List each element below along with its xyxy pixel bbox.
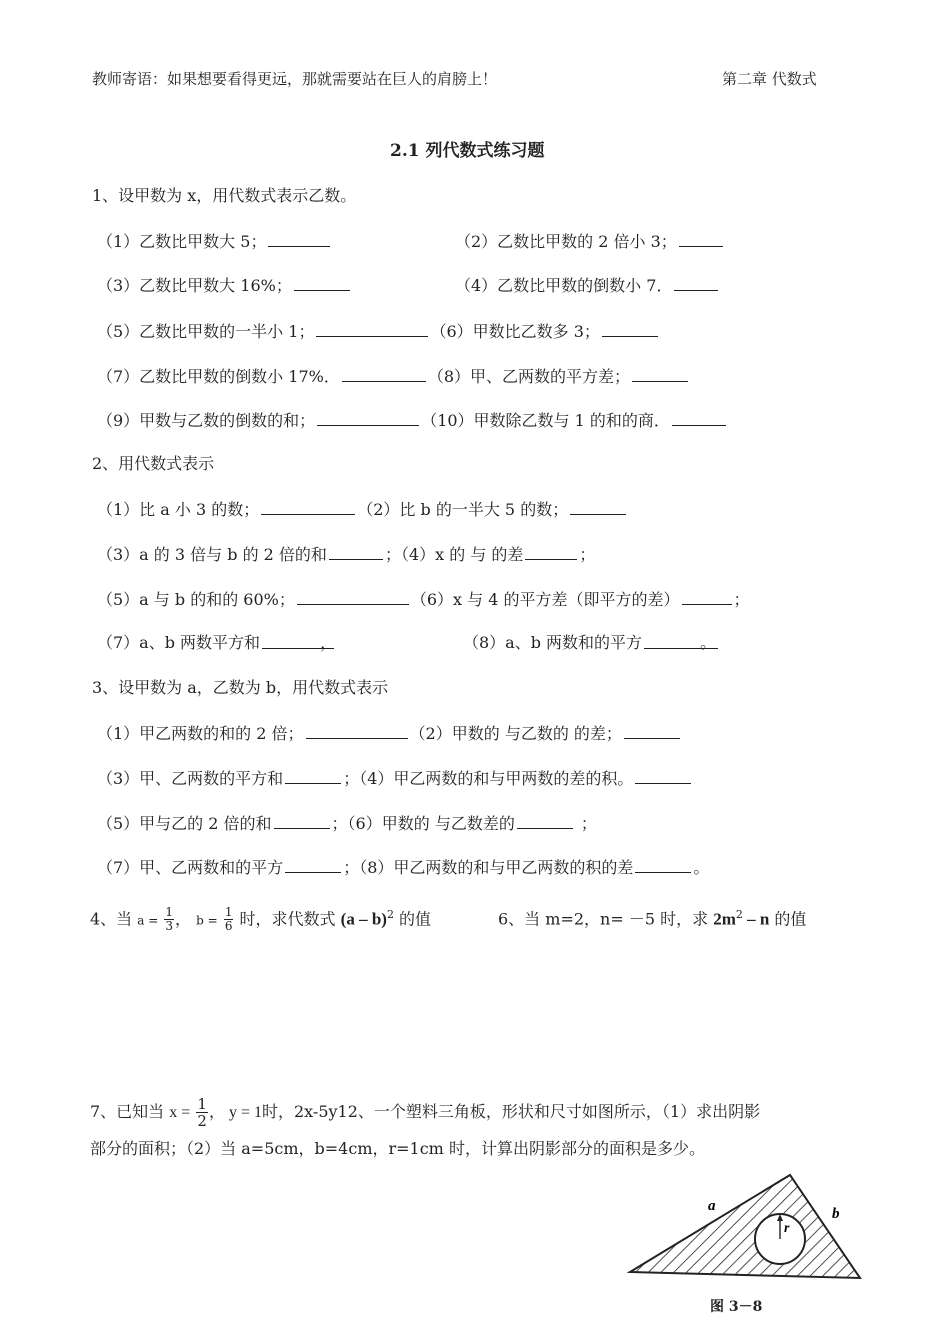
q1-item-9: （9）甲数与乙数的倒数的和； （10）甲数除乙数与 1 的和的商． bbox=[97, 409, 728, 432]
header-motto: 教师寄语：如果想要看得更远，那就需要站在巨人的肩膀上！ bbox=[92, 70, 498, 88]
answer-blank[interactable] bbox=[525, 543, 577, 560]
answer-blank[interactable] bbox=[672, 409, 726, 426]
q6: 6、当 m=2，n= －5 时，求 $2m^2$ – n 的值 bbox=[498, 908, 807, 929]
answer-blank[interactable] bbox=[570, 498, 626, 515]
answer-blank[interactable]: ， bbox=[262, 632, 334, 649]
answer-blank[interactable] bbox=[285, 856, 341, 873]
q1-item-5: （5）乙数比甲数的一半小 1； （6）甲数比乙数多 3； bbox=[97, 320, 660, 343]
q7-line-2: 部分的面积；（2）当 a=5cm，b=4cm，r=1cm 时，计算出阴影部分的面积是多少。 bbox=[90, 1139, 705, 1158]
q3-item-3: （3）甲、乙两数的平方和 ；（4）甲乙两数的和与甲两数的差的积。 bbox=[97, 767, 693, 790]
q1-item-1: （1）乙数比甲数大 5； bbox=[97, 230, 332, 253]
q1-item-2: （2）乙数比甲数的 2 倍小 3； bbox=[455, 230, 725, 253]
q4: 4、当 a = $\frac{1}{3}$ ， b = $\frac{1}{6}$ 时，求代数式 (a – b)$^2$ 的值 bbox=[90, 905, 432, 934]
q2-item-1: （1）比 a 小 3 的数； （2）比 b 的一半大 5 的数； bbox=[97, 498, 628, 521]
label-a: a bbox=[708, 1198, 716, 1214]
fraction: $\frac{1}{6}$ bbox=[224, 905, 233, 934]
q7-line-1: 7、已知当 x = $\frac{1}{2}$ ， y = 1时，2x-5y12、一个塑料三角板，形状和尺寸如图所示，（1）求出阴影 bbox=[90, 1095, 761, 1130]
answer-blank[interactable] bbox=[285, 767, 341, 784]
figure-caption: 图 3－8 bbox=[710, 1299, 763, 1315]
answer-blank[interactable] bbox=[306, 722, 408, 739]
q3-item-1: （1）甲乙两数的和的 2 倍； （2）甲数的 与乙数的 的差； bbox=[97, 722, 682, 745]
q1-item-3: （3）乙数比甲数大 16%； bbox=[97, 274, 352, 297]
answer-blank[interactable] bbox=[632, 365, 688, 382]
answer-blank[interactable] bbox=[342, 365, 426, 382]
fraction: $\frac{1}{3}$ bbox=[165, 905, 174, 934]
label-r: r bbox=[784, 1221, 790, 1236]
answer-blank[interactable] bbox=[297, 588, 409, 605]
page-title: 2.1 列代数式练习题 bbox=[390, 141, 545, 161]
q1-stem: 1、设甲数为 x，用代数式表示乙数。 bbox=[92, 186, 357, 205]
answer-blank[interactable]: 。 bbox=[644, 632, 718, 649]
answer-blank[interactable] bbox=[294, 274, 350, 291]
answer-blank[interactable] bbox=[317, 409, 419, 426]
answer-blank[interactable] bbox=[274, 812, 330, 829]
answer-blank[interactable] bbox=[602, 320, 658, 337]
q2-item-8: （8）a、b 两数和的平方 。 bbox=[463, 633, 717, 652]
q2-stem: 2、用代数式表示 bbox=[92, 454, 215, 473]
q1-item-4: （4）乙数比甲数的倒数小 7． bbox=[455, 274, 720, 297]
answer-blank[interactable] bbox=[635, 767, 691, 784]
q2-item-7: （7）a、b 两数平方和 ， bbox=[97, 633, 337, 652]
q3-stem: 3、设甲数为 a，乙数为 b，用代数式表示 bbox=[92, 678, 389, 697]
answer-blank[interactable] bbox=[682, 588, 732, 605]
q3-item-5: （5）甲与乙的 2 倍的和 ；（6）甲数的 与乙数差的 ； bbox=[97, 814, 597, 833]
answer-blank[interactable] bbox=[268, 230, 330, 247]
answer-blank[interactable] bbox=[624, 722, 680, 739]
q1-item-7: （7）乙数比甲数的倒数小 17%． （8）甲、乙两数的平方差； bbox=[97, 365, 690, 388]
fraction: $\frac{1}{2}$ bbox=[197, 1095, 207, 1130]
answer-blank[interactable] bbox=[329, 543, 383, 560]
answer-blank[interactable] bbox=[517, 812, 573, 829]
triangle-figure bbox=[620, 1160, 870, 1290]
answer-blank[interactable] bbox=[261, 498, 355, 515]
q3-item-7: （7）甲、乙两数和的平方 ；（8）甲乙两数的和与甲乙两数的积的差 。 bbox=[97, 858, 710, 877]
answer-blank[interactable] bbox=[674, 274, 718, 291]
q2-item-5: （5）a 与 b 的和的 60%； （6）x 与 4 的平方差（即平方的差） ； bbox=[97, 590, 750, 609]
q2-item-3: （3）a 的 3 倍与 b 的 2 倍的和 ；（4）x 的 与 的差 ； bbox=[97, 545, 596, 564]
label-b: b bbox=[832, 1206, 840, 1222]
answer-blank[interactable] bbox=[316, 320, 428, 337]
answer-blank[interactable] bbox=[635, 856, 691, 873]
answer-blank[interactable] bbox=[679, 230, 723, 247]
header-chapter: 第二章 代数式 bbox=[722, 70, 817, 88]
